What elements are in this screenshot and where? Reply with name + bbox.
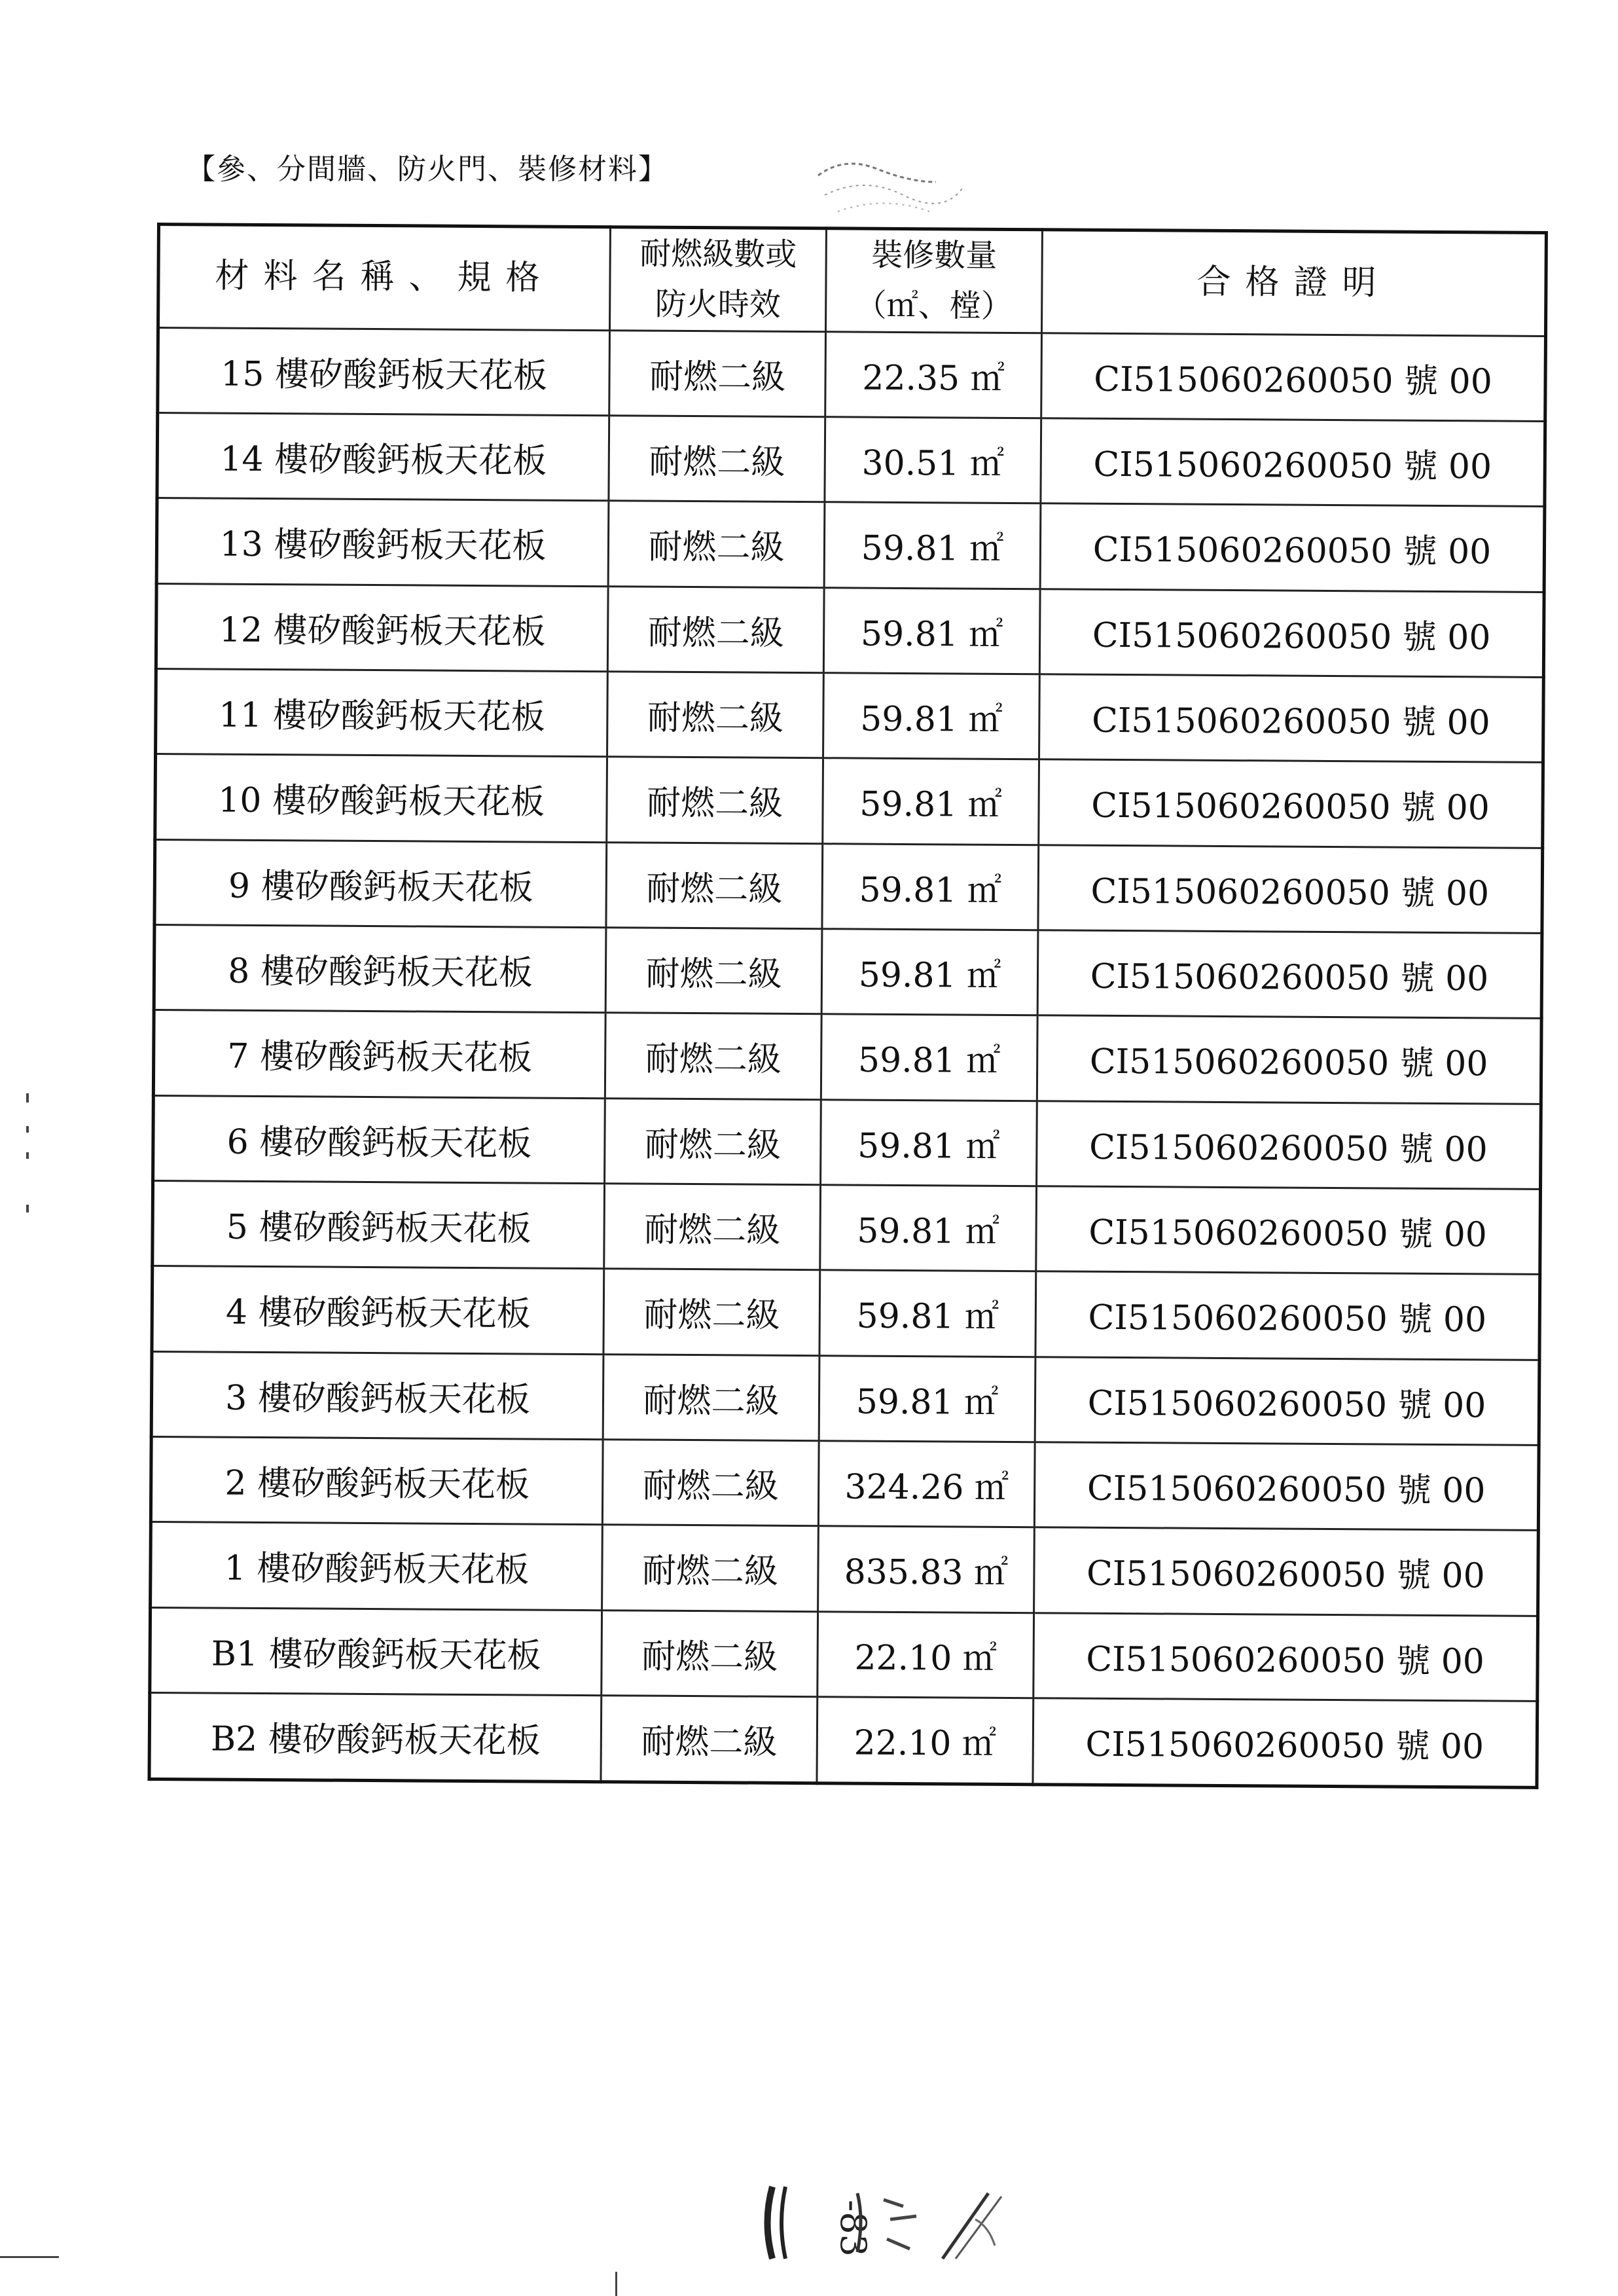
- cell-material-name: 5 樓矽酸鈣板天花板: [153, 1180, 605, 1269]
- header-fire-grade: [610, 227, 827, 332]
- cell-certificate: CI515060260050 號 00: [1037, 1015, 1541, 1104]
- cell-material-name: 6 樓矽酸鈣板天花板: [153, 1095, 605, 1184]
- cell-material-name: B1 樓矽酸鈣板天花板: [150, 1607, 602, 1696]
- cell-quantity: 59.81 ㎡: [823, 758, 1039, 845]
- table-row: [155, 754, 1543, 848]
- cell-certificate: CI515060260050 號 00: [1041, 418, 1545, 507]
- header-fire-grade-line1: 耐燃級數或: [639, 235, 797, 273]
- cell-fire-grade: 耐燃二級: [609, 330, 826, 416]
- cell-quantity: 835.83 ㎡: [818, 1526, 1035, 1613]
- faint-stamp-mark: [805, 149, 975, 228]
- cell-certificate: CI515060260050 號 00: [1037, 1101, 1541, 1189]
- table-row: [154, 924, 1542, 1018]
- cell-certificate: CI515060260050 號 00: [1034, 1527, 1539, 1616]
- scan-artifact: [26, 1205, 29, 1212]
- table-row: [151, 1351, 1539, 1445]
- cell-certificate: CI515060260050 號 00: [1039, 674, 1544, 763]
- cell-certificate: CI515060260050 號 00: [1039, 589, 1544, 677]
- table-row: [153, 1095, 1541, 1189]
- cell-fire-grade: 耐燃二級: [607, 586, 824, 672]
- cell-fire-grade: 耐燃二級: [607, 672, 824, 758]
- header-certificate: 合格證明: [1041, 230, 1546, 336]
- cell-quantity: 59.81 ㎡: [822, 843, 1039, 930]
- cell-quantity: 22.10 ㎡: [817, 1697, 1034, 1785]
- cell-quantity: 59.81 ㎡: [819, 1270, 1036, 1357]
- scan-artifact: [26, 1152, 29, 1159]
- table-row: [157, 412, 1545, 506]
- cell-certificate: CI515060260050 號 00: [1035, 1271, 1540, 1360]
- cell-material-name: 3 樓矽酸鈣板天花板: [151, 1351, 603, 1440]
- cell-certificate: CI515060260050 號 00: [1034, 1613, 1538, 1701]
- cell-certificate: CI515060260050 號 00: [1037, 930, 1542, 1019]
- table-row: [152, 1266, 1540, 1360]
- cell-fire-grade: 耐燃二級: [602, 1610, 818, 1696]
- cell-quantity: 324.26 ㎡: [818, 1441, 1035, 1527]
- cell-fire-grade: 耐燃二級: [605, 1098, 821, 1184]
- table-header-row: [158, 225, 1547, 337]
- header-fire-grade-line2: 防火時效: [655, 285, 781, 323]
- table-row: [156, 498, 1545, 592]
- cell-fire-grade: 耐燃二級: [603, 1269, 820, 1355]
- table-row: [150, 1607, 1538, 1701]
- cell-fire-grade: 耐燃二級: [603, 1354, 819, 1440]
- cell-quantity: 59.81 ㎡: [820, 1185, 1037, 1271]
- cell-material-name: 1 樓矽酸鈣板天花板: [151, 1522, 603, 1611]
- cell-quantity: 59.81 ㎡: [819, 1355, 1035, 1442]
- cell-certificate: CI515060260050 號 00: [1041, 333, 1546, 421]
- table-body: [149, 327, 1546, 1787]
- cell-fire-grade: 耐燃二級: [605, 928, 822, 1014]
- table-row: [153, 1010, 1541, 1104]
- header-quantity-line2: （㎡、樘）: [855, 287, 1013, 325]
- cell-material-name: 2 樓矽酸鈣板天花板: [151, 1436, 603, 1525]
- cell-quantity: 30.51 ㎡: [825, 417, 1041, 503]
- materials-table: [147, 223, 1547, 1789]
- cell-quantity: 22.35 ㎡: [825, 331, 1042, 418]
- cell-certificate: CI515060260050 號 00: [1033, 1698, 1537, 1788]
- scan-artifact: [26, 1093, 29, 1102]
- cell-fire-grade: 耐燃二級: [602, 1525, 819, 1611]
- cell-material-name: 9 樓矽酸鈣板天花板: [154, 839, 607, 928]
- cell-fire-grade: 耐燃二級: [608, 501, 825, 587]
- cell-certificate: CI515060260050 號 00: [1040, 503, 1545, 592]
- cell-material-name: 14 樓矽酸鈣板天花板: [157, 412, 609, 501]
- cell-quantity: 59.81 ㎡: [821, 929, 1038, 1015]
- scan-artifact: [0, 2256, 59, 2258]
- table-row: [151, 1522, 1539, 1616]
- cell-material-name: B2 樓矽酸鈣板天花板: [149, 1692, 602, 1781]
- cell-material-name: 8 樓矽酸鈣板天花板: [154, 924, 606, 1013]
- cell-material-name: 13 樓矽酸鈣板天花板: [156, 498, 609, 587]
- cell-certificate: CI515060260050 號 00: [1034, 1442, 1539, 1531]
- cell-material-name: 7 樓矽酸鈣板天花板: [153, 1010, 605, 1099]
- cell-material-name: 12 樓矽酸鈣板天花板: [156, 583, 608, 672]
- cell-quantity: 59.81 ㎡: [823, 587, 1040, 674]
- cell-fire-grade: 耐燃二級: [606, 842, 823, 928]
- cell-fire-grade: 耐燃二級: [609, 416, 825, 502]
- scan-artifact: [26, 1126, 29, 1133]
- scan-artifact: [615, 2272, 617, 2296]
- section-title: 【參、分間牆、防火門、裝修材料】: [187, 153, 668, 186]
- cell-fire-grade: 耐燃二級: [601, 1696, 818, 1783]
- cell-material-name: 15 樓矽酸鈣板天花板: [158, 327, 610, 416]
- cell-certificate: CI515060260050 號 00: [1038, 845, 1543, 933]
- header-quantity: [826, 228, 1043, 333]
- table-row: [154, 839, 1543, 933]
- cell-quantity: 59.81 ㎡: [821, 1014, 1037, 1101]
- cell-quantity: 59.81 ㎡: [821, 1099, 1037, 1186]
- table-row: [153, 1180, 1541, 1274]
- cell-fire-grade: 耐燃二級: [604, 1184, 821, 1270]
- cell-fire-grade: 耐燃二級: [602, 1440, 819, 1526]
- page-number-fragment: -83: [833, 2200, 874, 2257]
- cell-quantity: 59.81 ㎡: [824, 502, 1041, 589]
- page-number-stamp: [759, 2180, 1015, 2265]
- cell-material-name: 10 樓矽酸鈣板天花板: [155, 754, 607, 843]
- cell-fire-grade: 耐燃二級: [605, 1013, 821, 1099]
- cell-quantity: 22.10 ㎡: [818, 1611, 1034, 1698]
- table-row: [158, 327, 1546, 421]
- cell-fire-grade: 耐燃二級: [607, 757, 823, 843]
- table-row: [156, 668, 1544, 762]
- header-quantity-line1: 裝修數量: [871, 236, 998, 274]
- cell-certificate: CI515060260050 號 00: [1035, 1357, 1539, 1445]
- table-row: [156, 583, 1544, 677]
- cell-material-name: 4 樓矽酸鈣板天花板: [152, 1266, 604, 1355]
- table-row: [149, 1692, 1537, 1787]
- cell-certificate: CI515060260050 號 00: [1039, 759, 1543, 848]
- cell-material-name: 11 樓矽酸鈣板天花板: [156, 668, 608, 757]
- header-material-name: 材料名稱、規格: [158, 225, 611, 331]
- table-row: [151, 1436, 1539, 1530]
- cell-certificate: CI515060260050 號 00: [1036, 1186, 1541, 1275]
- cell-quantity: 59.81 ㎡: [823, 673, 1040, 759]
